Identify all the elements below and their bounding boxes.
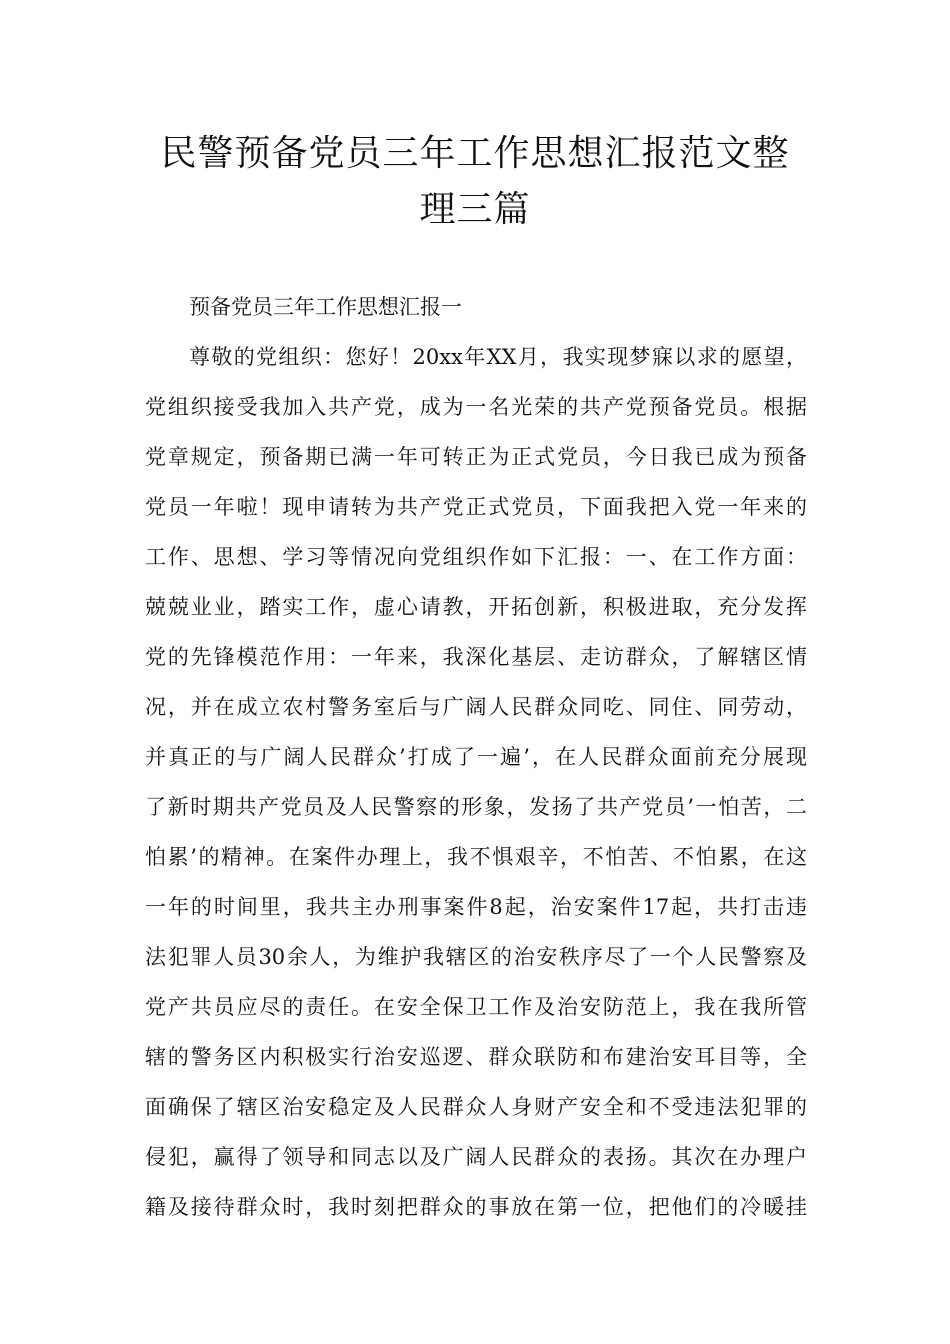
title-line-1: 民警预备党员三年工作思想汇报范文整 bbox=[160, 133, 790, 174]
body-line: 党的先锋模范作用：一年来，我深化基层、走访群众，了解辖区情 bbox=[145, 645, 807, 669]
body-line: 法犯罪人员30余人，为维护我辖区的治安秩序尽了一个人民警察及 bbox=[145, 945, 807, 969]
document-body bbox=[145, 282, 807, 1232]
document-title bbox=[120, 126, 830, 238]
body-line: 并真正的与广阔人民群众’打成了一遍’，在人民群众面前充分展现 bbox=[145, 745, 807, 769]
body-line: 党组织接受我加入共产党，成为一名光荣的共产党预备党员。根据 bbox=[145, 395, 807, 419]
body-line: 党章规定，预备期已满一年可转正为正式党员，今日我已成为预备 bbox=[145, 445, 807, 469]
section-heading: 预备党员三年工作思想汇报一 bbox=[189, 295, 462, 319]
body-line: 尊敬的党组织：您好！20xx年XX月，我实现梦寐以求的愿望， bbox=[189, 345, 807, 369]
body-line: 怕累’的精神。在案件办理上，我不惧艰辛，不怕苦、不怕累，在这 bbox=[145, 845, 807, 869]
body-line: 工作、思想、学习等情况向党组织作如下汇报：一、在工作方面： bbox=[145, 545, 807, 569]
body-line: 了新时期共产党员及人民警察的形象，发扬了共产党员’一怕苦，二 bbox=[145, 795, 807, 819]
body-line: 况，并在成立农村警务室后与广阔人民群众同吃、同住、同劳动， bbox=[145, 695, 807, 719]
body-line: 一年的时间里，我共主办刑事案件8起，治安案件17起，共打击违 bbox=[145, 895, 807, 919]
body-line: 党产共员应尽的责任。在安全保卫工作及治安防范上，我在我所管 bbox=[145, 995, 807, 1019]
body-line: 籍及接待群众时，我时刻把群众的事放在第一位，把他们的冷暖挂 bbox=[145, 1195, 807, 1219]
body-line: 党员一年啦！现申请转为共产党正式党员，下面我把入党一年来的 bbox=[145, 495, 807, 519]
body-line: 面确保了辖区治安稳定及人民群众人身财产安全和不受违法犯罪的 bbox=[145, 1095, 807, 1119]
title-line-2: 理三篇 bbox=[419, 189, 531, 230]
body-line: 侵犯，赢得了领导和同志以及广阔人民群众的表扬。其次在办理户 bbox=[145, 1145, 807, 1169]
body-line: 兢兢业业，踏实工作，虚心请教，开拓创新，积极进取，充分发挥 bbox=[145, 595, 807, 619]
body-line: 辖的警务区内积极实行治安巡逻、群众联防和布建治安耳目等，全 bbox=[145, 1045, 807, 1069]
